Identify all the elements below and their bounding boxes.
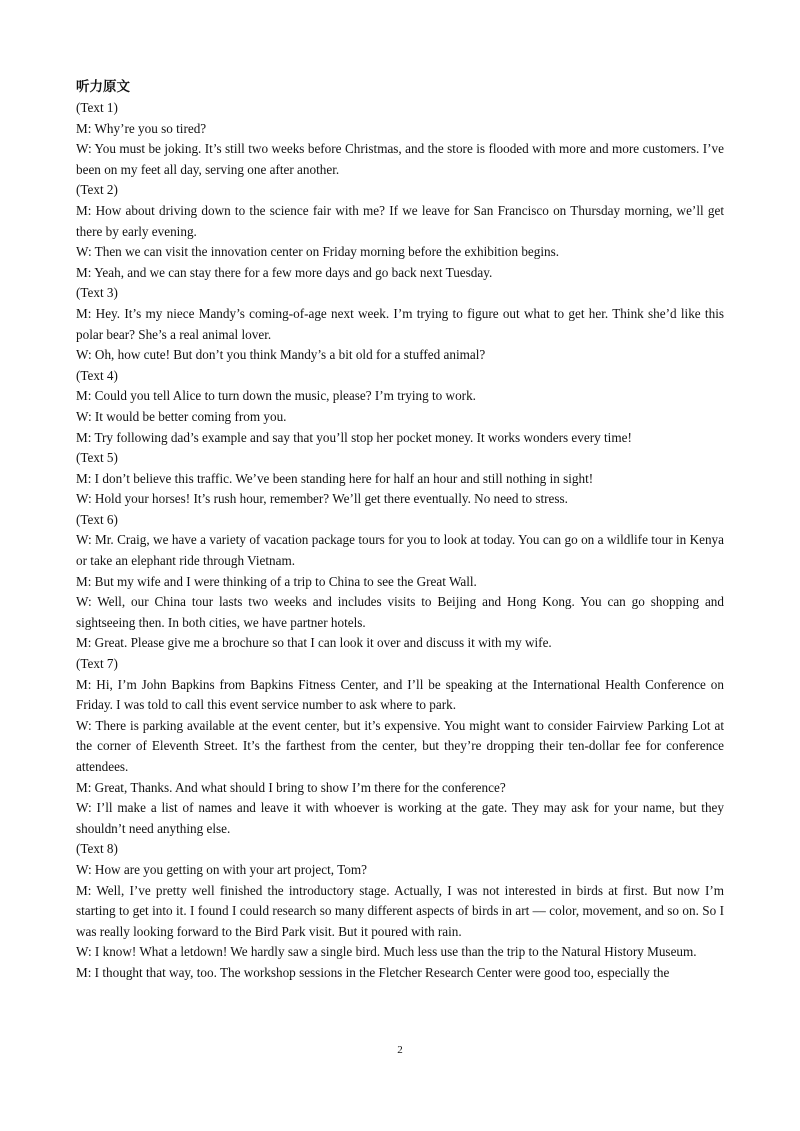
text-block-4: [76, 366, 724, 448]
text-block-2: [76, 180, 724, 283]
dialogue-line: M: Great, Thanks. And what should I bring to show I’m there for the conference?: [76, 779, 506, 795]
dialogue-line: W: Well, our China tour lasts two weeks and includes visits to Beijing and Hong Kong. You can go shopping and sightseeing then. In both cities, we have partner hotels.: [76, 594, 724, 630]
text-label: (Text 5): [76, 450, 118, 466]
transcript-body: [76, 76, 724, 984]
dialogue-line: W: Mr. Craig, we have a variety of vacation package tours for you to look at today. You can go on a wildlife tour in Kenya or take an elephant ride through Vietnam.: [76, 532, 724, 569]
text-block-1: [76, 98, 724, 180]
text-block-7: [76, 654, 724, 839]
text-label: (Text 4): [76, 367, 118, 383]
dialogue-line: W: Oh, how cute! But don’t you think Mandy’s a bit old for a stuffed animal?: [76, 347, 486, 363]
dialogue-line: M: I thought that way, too. The workshop sessions in the Fletcher Research Center were good too, especially the: [76, 964, 670, 980]
dialogue-line: M: How about driving down to the science fair with me? If we leave for San Francisco on Thursday morning, we’ll get there by early evening.: [76, 202, 724, 239]
dialogue-line: M: Why’re you so tired?: [76, 120, 207, 136]
dialogue-line: W: I know! What a letdown! We hardly saw a single bird. Much less use than the trip to the Natural History Museum.: [76, 944, 697, 960]
dialogue-line: W: It would be better coming from you.: [76, 408, 287, 424]
dialogue-line: W: I’ll make a list of names and leave it with whoever is working at the gate. They may ask for your name, but they shouldn’t need anything else.: [76, 800, 724, 836]
dialogue-line: W: Hold your horses! It’s rush hour, remember? We’ll get there eventually. No need to stress.: [76, 491, 568, 507]
dialogue-line: W: There is parking available at the event center, but it’s expensive. You might want to consider Fairview Parking Lot at the corner of Eleventh Street. It’s the farthest from the center, but they’re dropping their ten-dollar fee for conference attendees.: [76, 717, 724, 774]
text-label: (Text 7): [76, 656, 118, 672]
text-label: (Text 3): [76, 285, 118, 301]
dialogue-line: M: Well, I’ve pretty well finished the introductory stage. Actually, I was not interested in birds at first. But now I’m starting to get into it. I found I could research so many different aspects of birds in art — color, movement, and so on. So I was really looking forward to the Bird Park visit. But it poured with rain.: [76, 882, 724, 939]
text-block-8: [76, 839, 724, 983]
dialogue-line: M: I don’t believe this traffic. We’ve been standing here for half an hour and still nothing in sight!: [76, 470, 594, 486]
dialogue-line: M: Great. Please give me a brochure so that I can look it over and discuss it with my wife.: [76, 635, 552, 651]
dialogue-line: W: How are you getting on with your art project, Tom?: [76, 861, 367, 877]
dialogue-line: W: You must be joking. It’s still two weeks before Christmas, and the store is flooded with more and more customers. I’ve been on my feet all day, serving one after another.: [76, 141, 724, 177]
dialogue-line: M: Try following dad’s example and say that you’ll stop her pocket money. It works wonders every time!: [76, 429, 632, 445]
text-block-6: [76, 510, 724, 654]
dialogue-line: M: But my wife and I were thinking of a trip to China to see the Great Wall.: [76, 573, 477, 589]
dialogue-line: W: Then we can visit the innovation center on Friday morning before the exhibition begins.: [76, 244, 560, 260]
dialogue-line: M: Could you tell Alice to turn down the music, please? I’m trying to work.: [76, 388, 476, 404]
text-label: (Text 2): [76, 182, 118, 198]
text-label: (Text 6): [76, 511, 118, 527]
text-block-3: [76, 283, 724, 365]
text-block-5: [76, 448, 724, 510]
text-label: (Text 8): [76, 841, 118, 857]
text-label: (Text 1): [76, 100, 118, 115]
page-number: 2: [397, 1044, 403, 1056]
dialogue-line: M: Yeah, and we can stay there for a few more days and go back next Tuesday.: [76, 264, 493, 280]
dialogue-line: M: Hey. It’s my niece Mandy’s coming-of-age next week. I’m trying to figure out what to get her. Think she’d like this polar bear? She’s a real animal lover.: [76, 305, 724, 342]
dialogue-line: M: Hi, I’m John Bapkins from Bapkins Fitness Center, and I’ll be speaking at the International Health Conference on Friday. I was told to call this event service number to ask where to park.: [76, 676, 724, 713]
page-heading: 听力原文: [76, 79, 130, 95]
